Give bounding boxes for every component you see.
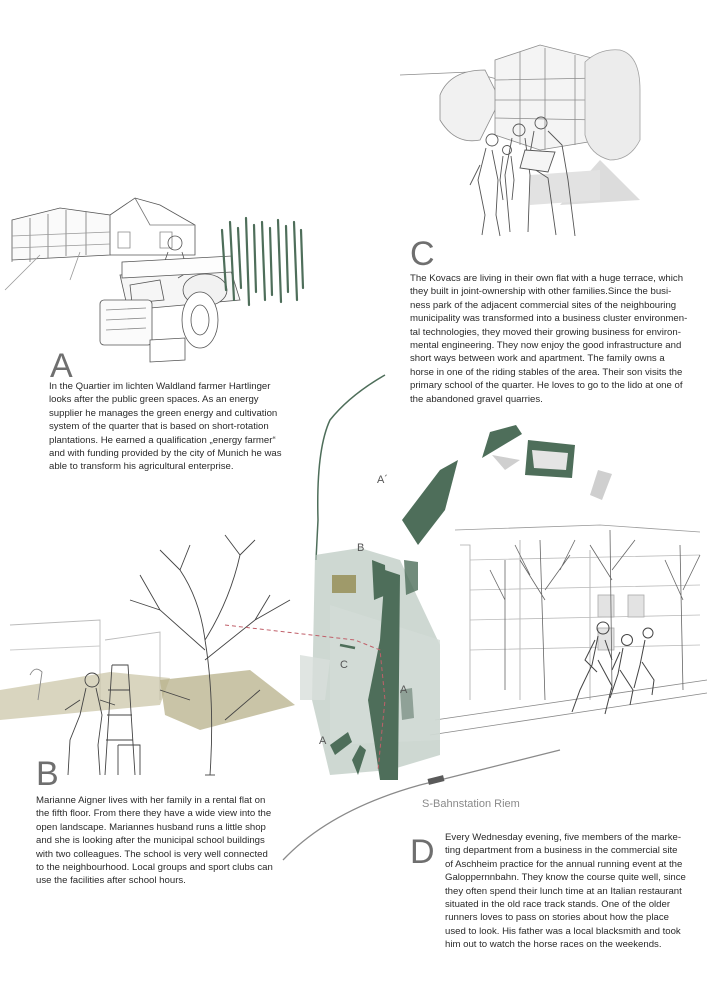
sketch-a-farmer-tractor [5,198,240,362]
plantation-strokes [222,218,303,305]
story-b-text: Marianne Aigner lives with her family in a rental flat on the fifth floor. From there they have a wide view into the open landscape. Mariannes husband runs a little shop and she is looking after the municipal school buildings with two colleagues. The school is very well connected to the neighbourhood. Local groups and sport clubs can use the facilities after school hours. [36,795,273,887]
sketch-c-family-building [400,45,640,236]
story-d-text: Every Wednesday evening, five members of the marke- ting department from a business in the commercial site of Aschheim practice for the annual running event at the Galoppernnbahn. They know the course quite well, since they often spend their lunch time at an Italian restaurant situated in the old race track stands. One of the older runners loves to pass on stories about how the place used to look. His father was a local blacksmith and took him out to watch the horse races on the weekends. [445,832,686,951]
map-label-b: B [357,542,365,554]
story-d-letter: D [410,833,435,871]
story-c-letter: C [410,235,435,273]
story-a-letter: A [50,347,73,385]
station-label: S-Bahnstation Riem [422,798,520,810]
story-b-letter: B [36,755,59,793]
map-label-a-right: A [400,684,408,696]
sketch-b-painter-tree [0,535,295,775]
story-a-text: In the Quartier im lichten Waldland farmer Hartlinger looks after the public green spaces. As an energy supplier he manages the green energy and cultivation system of the quarter that is based on short-rotation plantations. He earned a qualification „energy farmer“ and with funding provided by the city of Munich he was able to transform his agricultural enterprise. [49,381,282,473]
map-label-a-prime: A´ [377,474,388,486]
sketch-d-runners [430,525,707,735]
map-label-a-bottom: A [319,735,327,747]
story-c-text: The Kovacs are living in their own flat with a huge terrace, which they built in joint-ownership with other families.Since the busi- ness park of the adjacent commercial sites of the neighbouring municipality was transformed into a business cluster environmen- tal technologies, they moved their growing business for environ- mental engineering. They now enjoy the good infrastructure and short ways between work and apartment. The family owns a horse in one of the riding stables of the area. Their son visits the primary school of the quarter. He loves to go to the lido at one of the abandoned gravel quarries. [410,273,688,405]
map-label-c: C [340,659,348,671]
